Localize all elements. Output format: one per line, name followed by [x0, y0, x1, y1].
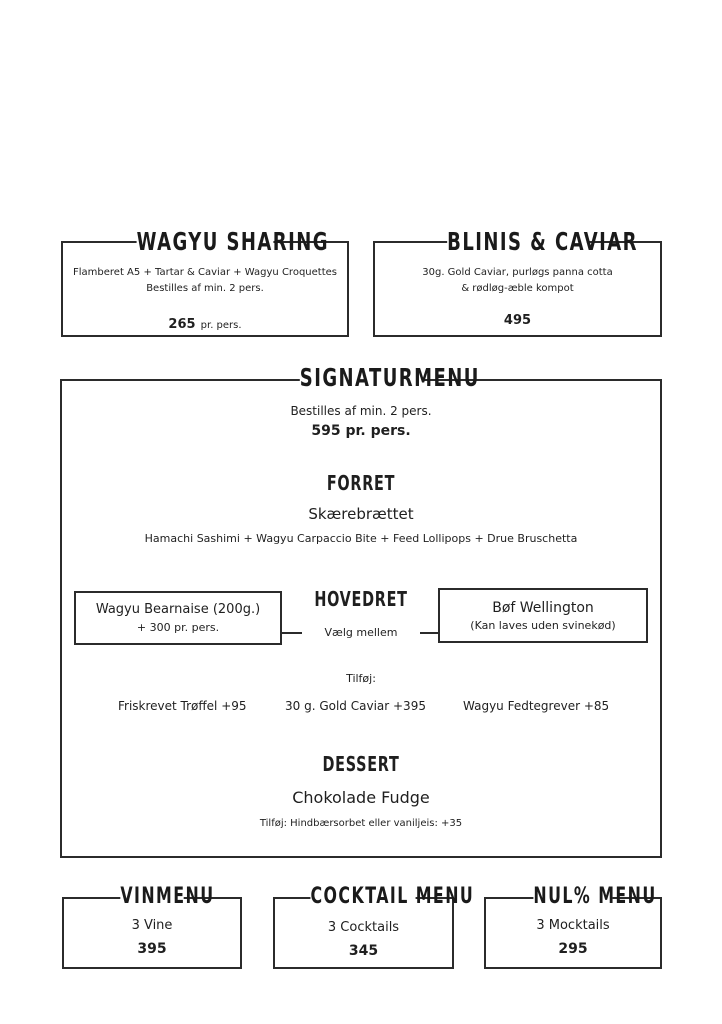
nul-price: 295 [558, 941, 588, 957]
wagyu-sharing-price: 265 [168, 317, 196, 332]
addon-label: Tilføj: [346, 672, 376, 685]
option-wagyu-bearnaise [74, 591, 282, 645]
nul-title: NUL% MENU [533, 884, 657, 909]
blinis-line1: 30g. Gold Caviar, purløgs panna cotta [422, 267, 613, 278]
connector-left [282, 632, 302, 634]
forret-heading: FORRET [326, 471, 396, 495]
addon-caviar: 30 g. Gold Caviar +395 [285, 699, 426, 713]
wagyu-sharing-line1: Flamberet A5 + Tartar & Caviar + Wagyu Croquettes [73, 267, 337, 278]
wagyu-sharing-line2: Bestilles af min. 2 pers. [146, 283, 264, 294]
option1-name: Wagyu Bearnaise (200g.) [95, 602, 261, 617]
option2-note: (Kan laves uden svinekød) [470, 619, 616, 632]
dessert-dish: Chokolade Fudge [292, 788, 430, 807]
connector-right [420, 632, 438, 634]
vinmenu-title: VINMENU [120, 884, 215, 909]
hovedret-heading: HOVEDRET [314, 587, 408, 611]
blinis-price: 495 [503, 313, 532, 328]
addon-fedtegrever: Wagyu Fedtegrever +85 [463, 699, 610, 713]
nul-item: 3 Mocktails [536, 918, 610, 933]
blinis-title: BLINIS & CAVIAR [447, 227, 638, 256]
cocktail-item: 3 Cocktails [327, 920, 400, 935]
option2-name: Bøf Wellington [492, 600, 594, 616]
forret-dish: Skærebrættet [308, 505, 414, 523]
signatur-title: SIGNATURMENU [299, 363, 480, 392]
option-bof-wellington [438, 588, 648, 643]
dessert-heading: DESSERT [322, 752, 400, 776]
cocktail-title: COCKTAIL MENU [310, 884, 475, 909]
wagyu-sharing-price-unit: pr. pers. [200, 320, 242, 331]
wagyu-sharing-price-row [63, 313, 347, 332]
addon-truffle: Friskrevet Trøffel +95 [118, 699, 247, 713]
wagyu-sharing-title: WAGYU SHARING [136, 227, 329, 256]
vinmenu-price: 395 [137, 941, 167, 957]
signatur-note: Bestilles af min. 2 pers. [290, 404, 432, 418]
cocktail-price: 345 [348, 943, 379, 959]
forret-desc: Hamachi Sashimi + Wagyu Carpaccio Bite + Feed Lollipops + Drue Bruschetta [144, 532, 578, 545]
hovedret-choose: Vælg mellem [324, 626, 398, 639]
dessert-addon: Tilføj: Hindbærsorbet eller vaniljeis: +35 [259, 818, 463, 829]
blinis-line2: & rødløg-æble kompot [461, 283, 574, 294]
signatur-price: 595 pr. pers. [311, 423, 411, 439]
option1-note: + 300 pr. pers. [136, 621, 220, 634]
vinmenu-item: 3 Vine [131, 918, 173, 933]
